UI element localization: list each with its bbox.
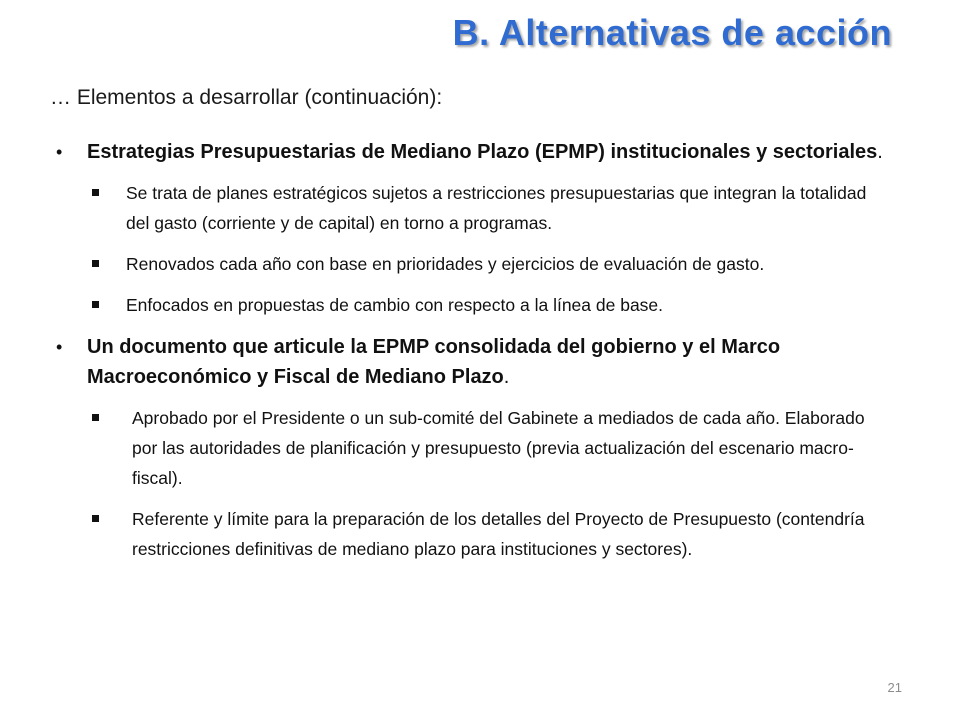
square-bullet-icon — [92, 301, 99, 308]
square-bullet-icon — [92, 189, 99, 196]
bullet-period: . — [877, 141, 883, 163]
sub-item-text: Referente y límite para la preparación de los detalles del Proyecto de Presupuesto (contendría restricciones definitivas de mediano plazo para instituciones y sectores). — [132, 509, 865, 559]
bullet-period: . — [503, 366, 510, 388]
sub-item — [50, 504, 886, 564]
slide-content — [50, 137, 910, 564]
sub-item — [50, 290, 886, 320]
sub-item — [50, 249, 886, 279]
slide-title: B. Alternativas de acción — [452, 12, 892, 53]
sub-item-text: Se trata de planes estratégicos sujetos a restricciones presupuestarias que integran la totalidad del gasto (corriente y de capital) en torno a programas. — [126, 183, 867, 233]
sub-item-text: Aprobado por el Presidente o un sub-comité del Gabinete a mediados de cada año. Elaborado por las autoridades de planificación y presupuesto (previa actualización del escenario macro-fiscal). — [132, 408, 865, 488]
square-bullet-icon — [92, 515, 99, 522]
sub-item-text: Renovados cada año con base en prioridades y ejercicios de evaluación de gasto. — [126, 254, 765, 274]
bullet-marker: • — [56, 142, 63, 162]
bullet-item — [50, 137, 910, 167]
bullet-text: Un documento que articule la EPMP consolidada del gobierno y el Marco Macroeconómico y Fiscal de Mediano Plazo — [87, 336, 781, 388]
page-number: 21 — [887, 680, 902, 695]
bullet-marker: • — [56, 337, 63, 357]
slide-subtitle: … Elementos a desarrollar (continuación): — [50, 86, 443, 109]
sub-item — [50, 403, 886, 493]
bullet-text: Estrategias Presupuestarias de Mediano Plazo (EPMP) institucionales y sectoriales — [87, 141, 878, 163]
square-bullet-icon — [92, 414, 99, 421]
sub-item-text: Enfocados en propuestas de cambio con respecto a la línea de base. — [126, 295, 664, 315]
square-bullet-icon — [92, 260, 99, 267]
bullet-item — [50, 332, 910, 392]
sub-item — [50, 178, 886, 238]
